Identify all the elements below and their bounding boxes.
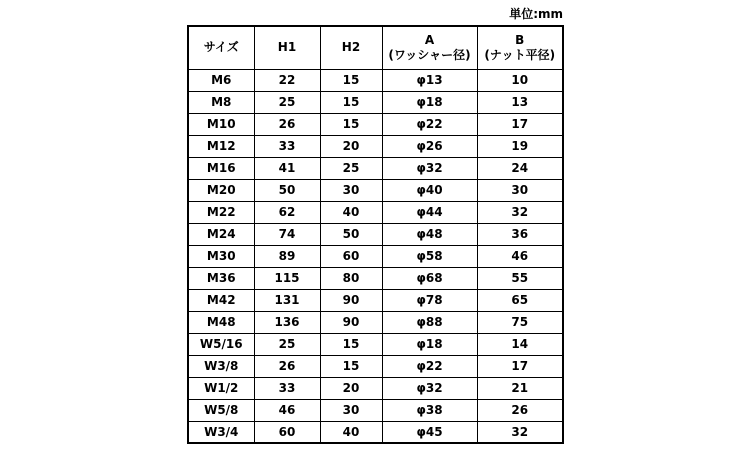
table-row (188, 113, 563, 135)
cell-h1: 115 (254, 267, 320, 289)
cell-a: φ58 (382, 245, 477, 267)
header-h1: H1 (254, 26, 320, 69)
table-row (188, 135, 563, 157)
table-row (188, 69, 563, 91)
cell-size: M22 (188, 201, 254, 223)
cell-size: W3/4 (188, 421, 254, 443)
cell-size: M42 (188, 289, 254, 311)
cell-size: M16 (188, 157, 254, 179)
cell-b: 17 (477, 355, 563, 377)
cell-h1: 89 (254, 245, 320, 267)
unit-label: 単位:mm (509, 7, 563, 21)
table-row (188, 179, 563, 201)
cell-h2: 25 (320, 157, 382, 179)
cell-h1: 33 (254, 135, 320, 157)
cell-h2: 30 (320, 179, 382, 201)
cell-b: 32 (477, 421, 563, 443)
table-row (188, 399, 563, 421)
cell-a: φ18 (382, 333, 477, 355)
header-size: サイズ (188, 26, 254, 69)
cell-a: φ22 (382, 355, 477, 377)
cell-h2: 20 (320, 377, 382, 399)
cell-h1: 74 (254, 223, 320, 245)
cell-size: M24 (188, 223, 254, 245)
header-b (477, 26, 563, 69)
cell-b: 26 (477, 399, 563, 421)
cell-b: 19 (477, 135, 563, 157)
header-a (382, 26, 477, 69)
cell-h1: 25 (254, 333, 320, 355)
cell-b: 17 (477, 113, 563, 135)
cell-h1: 33 (254, 377, 320, 399)
cell-size: W1/2 (188, 377, 254, 399)
cell-a: φ68 (382, 267, 477, 289)
header-h2: H2 (320, 26, 382, 69)
table-row (188, 333, 563, 355)
cell-b: 65 (477, 289, 563, 311)
cell-b: 46 (477, 245, 563, 267)
cell-h2: 15 (320, 355, 382, 377)
cell-h1: 60 (254, 421, 320, 443)
cell-a: φ26 (382, 135, 477, 157)
cell-a: φ13 (382, 69, 477, 91)
table-row (188, 355, 563, 377)
cell-h1: 62 (254, 201, 320, 223)
header-a-desc: (ワッシャー径) (388, 47, 471, 62)
cell-a: φ32 (382, 157, 477, 179)
cell-h2: 15 (320, 91, 382, 113)
cell-size: W3/8 (188, 355, 254, 377)
cell-b: 36 (477, 223, 563, 245)
table-row (188, 377, 563, 399)
cell-h2: 50 (320, 223, 382, 245)
cell-h2: 30 (320, 399, 382, 421)
cell-size: M10 (188, 113, 254, 135)
cell-size: M20 (188, 179, 254, 201)
cell-size: M6 (188, 69, 254, 91)
cell-h2: 60 (320, 245, 382, 267)
cell-a: φ48 (382, 223, 477, 245)
cell-h2: 90 (320, 311, 382, 333)
table-row (188, 289, 563, 311)
header-b-desc: (ナット平径) (484, 47, 556, 62)
cell-h2: 20 (320, 135, 382, 157)
cell-b: 13 (477, 91, 563, 113)
cell-h1: 46 (254, 399, 320, 421)
cell-size: M30 (188, 245, 254, 267)
cell-a: φ18 (382, 91, 477, 113)
cell-a: φ32 (382, 377, 477, 399)
cell-b: 32 (477, 201, 563, 223)
cell-b: 75 (477, 311, 563, 333)
table-row (188, 223, 563, 245)
cell-h2: 40 (320, 201, 382, 223)
cell-size: M36 (188, 267, 254, 289)
table-row (188, 421, 563, 443)
cell-size: M48 (188, 311, 254, 333)
cell-size: W5/16 (188, 333, 254, 355)
cell-a: φ22 (382, 113, 477, 135)
cell-h2: 40 (320, 421, 382, 443)
table-row (188, 311, 563, 333)
cell-h1: 22 (254, 69, 320, 91)
cell-size: M8 (188, 91, 254, 113)
cell-b: 55 (477, 267, 563, 289)
cell-h2: 90 (320, 289, 382, 311)
dimension-table (187, 25, 564, 444)
cell-h1: 26 (254, 355, 320, 377)
cell-h1: 131 (254, 289, 320, 311)
cell-h2: 15 (320, 333, 382, 355)
cell-b: 30 (477, 179, 563, 201)
cell-a: φ78 (382, 289, 477, 311)
cell-b: 24 (477, 157, 563, 179)
cell-h1: 136 (254, 311, 320, 333)
table-body (188, 69, 563, 443)
table-row (188, 245, 563, 267)
cell-a: φ88 (382, 311, 477, 333)
header-a-label: A (424, 32, 435, 47)
header-b-label: B (515, 32, 525, 47)
cell-a: φ40 (382, 179, 477, 201)
cell-h1: 41 (254, 157, 320, 179)
cell-h2: 15 (320, 113, 382, 135)
cell-h1: 50 (254, 179, 320, 201)
table-row (188, 201, 563, 223)
cell-a: φ44 (382, 201, 477, 223)
cell-b: 10 (477, 69, 563, 91)
table-row (188, 157, 563, 179)
cell-h1: 25 (254, 91, 320, 113)
cell-b: 21 (477, 377, 563, 399)
cell-size: M12 (188, 135, 254, 157)
table-row (188, 267, 563, 289)
cell-a: φ38 (382, 399, 477, 421)
table-header-row (188, 26, 563, 69)
cell-a: φ45 (382, 421, 477, 443)
table-row (188, 91, 563, 113)
cell-h1: 26 (254, 113, 320, 135)
cell-size: W5/8 (188, 399, 254, 421)
cell-h2: 80 (320, 267, 382, 289)
cell-h2: 15 (320, 69, 382, 91)
cell-b: 14 (477, 333, 563, 355)
